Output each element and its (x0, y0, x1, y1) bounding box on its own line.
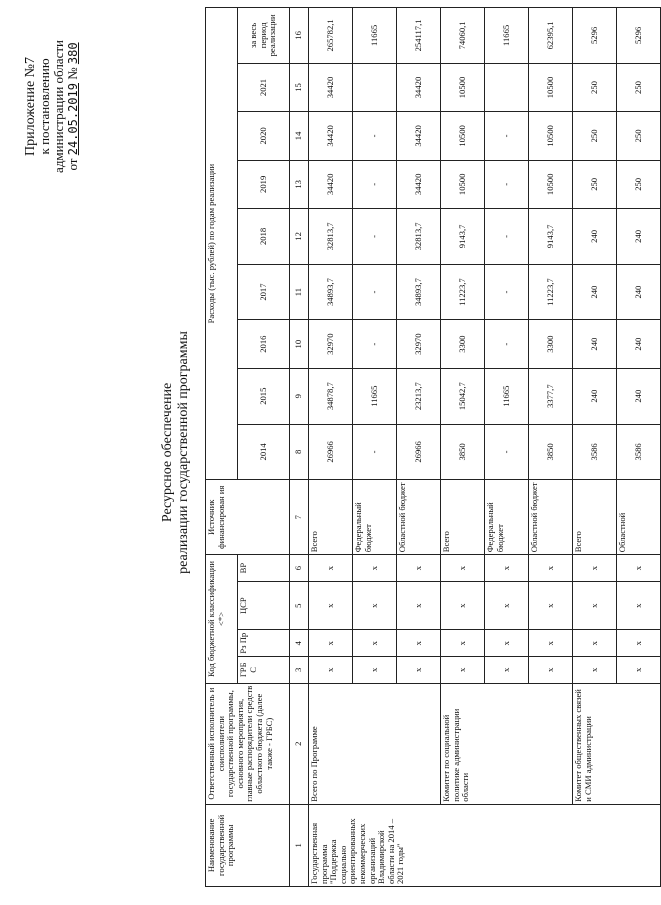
value-cell: 74060,1 (441, 8, 485, 64)
budget-code-cell: x (529, 657, 573, 684)
value-cell: 240 (617, 264, 661, 320)
appendix-date: 24.05.2019 (66, 83, 80, 156)
value-cell: 254117,1 (397, 8, 441, 64)
column-number: 11 (290, 264, 309, 320)
value-cell: 26966 (397, 424, 441, 480)
value-cell: 3586 (573, 424, 617, 480)
value-cell: - (353, 112, 397, 160)
table-row (573, 8, 617, 887)
column-number: 15 (290, 63, 309, 111)
source-cell: Всего (441, 480, 485, 555)
heading-line-1: Ресурсное обеспечение (160, 382, 175, 523)
budget-code-cell: x (309, 630, 353, 657)
column-number: 4 (290, 630, 309, 657)
value-cell: - (353, 264, 397, 320)
value-cell: 10500 (529, 63, 573, 111)
appendix-title: Приложение №7 (23, 56, 38, 156)
header-year: 2014 (238, 424, 290, 480)
value-cell: 11665 (485, 8, 529, 64)
budget-code-cell: x (441, 630, 485, 657)
header-year: 2020 (238, 112, 290, 160)
value-cell: 34420 (309, 160, 353, 208)
header-source: Источник финансирован ия (206, 480, 290, 555)
value-cell: 240 (573, 320, 617, 368)
value-cell: 3377,7 (529, 368, 573, 424)
budget-code-cell: x (353, 555, 397, 582)
value-cell: - (353, 424, 397, 480)
budget-code-cell: x (309, 555, 353, 582)
source-cell: Всего (573, 480, 617, 555)
budget-code-cell: x (353, 630, 397, 657)
column-number: 6 (290, 555, 309, 582)
column-number: 5 (290, 581, 309, 629)
value-cell (485, 63, 529, 111)
responsible-cell: Комитет по социальной политике администрации области (441, 683, 573, 804)
value-cell: 11665 (353, 368, 397, 424)
header-year: 2018 (238, 209, 290, 265)
value-cell: 34878,7 (309, 368, 353, 424)
source-cell: Областной (617, 480, 661, 555)
budget-code-cell: x (617, 555, 661, 582)
header-responsible: Ответственный исполнитель и соисполнители государственной программы, основного мероприятия, главные распорядители средств областного бюджета (далее также - ГРБС) (206, 683, 290, 804)
budget-code-cell: x (309, 657, 353, 684)
value-cell: 34893,7 (397, 264, 441, 320)
column-number: 7 (290, 480, 309, 555)
budget-code-cell: x (573, 555, 617, 582)
date-prefix: от (65, 158, 80, 171)
value-cell: 34420 (397, 160, 441, 208)
appendix-date-line (66, 40, 80, 173)
budget-code-cell: x (529, 555, 573, 582)
header-budget-code: Код бюджетной классификации <*> (206, 555, 238, 683)
value-cell: 5296 (573, 8, 617, 64)
value-cell: 34420 (309, 63, 353, 111)
value-cell: - (485, 209, 529, 265)
header-rzpr: Рз Пр (238, 630, 290, 657)
header-total: за весь период реализации (238, 8, 290, 64)
value-cell: 34420 (397, 112, 441, 160)
value-cell: 23213,7 (397, 368, 441, 424)
value-cell: 3850 (441, 424, 485, 480)
header-year: 2016 (238, 320, 290, 368)
column-number: 16 (290, 8, 309, 64)
value-cell: 10500 (529, 112, 573, 160)
value-cell: 34893,7 (309, 264, 353, 320)
budget-code-cell: x (353, 657, 397, 684)
budget-code-cell: x (617, 657, 661, 684)
value-cell: 11665 (485, 368, 529, 424)
program-name-cell: Государственная программа "Поддержка социально ориентированных некоммерческих организаций Владимирской области на 2014 – 2021 годы" (309, 804, 661, 886)
value-cell: - (353, 160, 397, 208)
column-number: 10 (290, 320, 309, 368)
value-cell: 10500 (441, 63, 485, 111)
value-cell: 9143,7 (529, 209, 573, 265)
budget-code-cell: x (573, 630, 617, 657)
header-year: 2019 (238, 160, 290, 208)
value-cell: 10500 (529, 160, 573, 208)
value-cell: 9143,7 (441, 209, 485, 265)
value-cell: 3586 (617, 424, 661, 480)
budget-code-cell: x (485, 657, 529, 684)
budget-code-cell: x (441, 657, 485, 684)
budget-code-cell: x (485, 555, 529, 582)
appendix-number: 380 (66, 42, 80, 65)
column-numbers-row (290, 8, 309, 887)
value-cell: - (485, 424, 529, 480)
source-cell: Федеральный бюджет (353, 480, 397, 555)
table-row (309, 8, 353, 887)
column-number: 12 (290, 209, 309, 265)
column-number: 14 (290, 112, 309, 160)
value-cell (353, 63, 397, 111)
value-cell: 250 (573, 160, 617, 208)
value-cell: 11665 (353, 8, 397, 64)
budget-code-cell: x (529, 581, 573, 629)
column-number: 13 (290, 160, 309, 208)
value-cell: 3300 (529, 320, 573, 368)
budget-code-cell: x (529, 630, 573, 657)
value-cell: 32970 (397, 320, 441, 368)
value-cell: 10500 (441, 112, 485, 160)
value-cell: 250 (573, 112, 617, 160)
column-number: 8 (290, 424, 309, 480)
header-csr: ЦСР (238, 581, 290, 629)
value-cell: 32970 (309, 320, 353, 368)
value-cell: - (485, 264, 529, 320)
value-cell: 265782,1 (309, 8, 353, 64)
header-year: 2017 (238, 264, 290, 320)
budget-code-cell: x (617, 581, 661, 629)
value-cell: 15042,7 (441, 368, 485, 424)
page-heading (160, 0, 192, 905)
header-vr: ВР (238, 555, 290, 582)
budget-code-cell: x (309, 581, 353, 629)
appendix-block (24, 40, 80, 173)
budget-code-cell: x (397, 581, 441, 629)
column-number: 9 (290, 368, 309, 424)
value-cell: 10500 (441, 160, 485, 208)
value-cell: 250 (617, 160, 661, 208)
value-cell: 5296 (617, 8, 661, 64)
budget-code-cell: x (485, 581, 529, 629)
value-cell: 62395,1 (529, 8, 573, 64)
budget-code-cell: x (353, 581, 397, 629)
budget-code-cell: x (485, 630, 529, 657)
column-number: 2 (290, 683, 309, 804)
value-cell: 240 (617, 320, 661, 368)
value-cell: 250 (573, 63, 617, 111)
budget-code-cell: x (617, 630, 661, 657)
heading-line-2: реализации государственной программы (176, 331, 191, 574)
value-cell: 26966 (309, 424, 353, 480)
value-cell: - (353, 209, 397, 265)
header-grbs: ГРБ С (238, 657, 290, 684)
column-number: 3 (290, 657, 309, 684)
budget-code-cell: x (573, 657, 617, 684)
value-cell: 3850 (529, 424, 573, 480)
source-cell: Федеральный бюджет (485, 480, 529, 555)
number-prefix: № (65, 67, 80, 80)
value-cell: 34420 (397, 63, 441, 111)
value-cell: - (485, 320, 529, 368)
source-cell: Областной бюджет (397, 480, 441, 555)
budget-code-cell: x (441, 581, 485, 629)
value-cell: 240 (573, 368, 617, 424)
budget-code-cell: x (397, 630, 441, 657)
source-cell: Всего (309, 480, 353, 555)
column-number: 1 (290, 804, 309, 886)
value-cell: 11223,7 (441, 264, 485, 320)
header-year: 2021 (238, 63, 290, 111)
budget-code-cell: x (573, 581, 617, 629)
value-cell: 11223,7 (529, 264, 573, 320)
value-cell: 3300 (441, 320, 485, 368)
value-cell: 240 (573, 209, 617, 265)
appendix-line-3: администрации области (51, 40, 66, 173)
budget-code-cell: x (397, 657, 441, 684)
value-cell: 32813,7 (309, 209, 353, 265)
appendix-line-2: к постановлению (37, 58, 52, 155)
value-cell: 32813,7 (397, 209, 441, 265)
value-cell: 240 (617, 209, 661, 265)
value-cell: 250 (617, 63, 661, 111)
value-cell: - (485, 112, 529, 160)
source-cell: Областной бюджет (529, 480, 573, 555)
header-expenses: Расходы (тыс. рублей) по годам реализации (206, 8, 238, 480)
table-row (441, 8, 485, 887)
budget-code-cell: x (441, 555, 485, 582)
value-cell: 240 (573, 264, 617, 320)
header-name: Наименование государственной программы (206, 804, 290, 886)
value-cell: 240 (617, 368, 661, 424)
resource-table (205, 7, 661, 887)
header-year: 2015 (238, 368, 290, 424)
value-cell: - (485, 160, 529, 208)
budget-code-cell: x (397, 555, 441, 582)
value-cell: - (353, 320, 397, 368)
responsible-cell: Всего по Программе (309, 683, 441, 804)
responsible-cell: Комитет общественных связей и СМИ администрации (573, 683, 661, 804)
value-cell: 34420 (309, 112, 353, 160)
value-cell: 250 (617, 112, 661, 160)
